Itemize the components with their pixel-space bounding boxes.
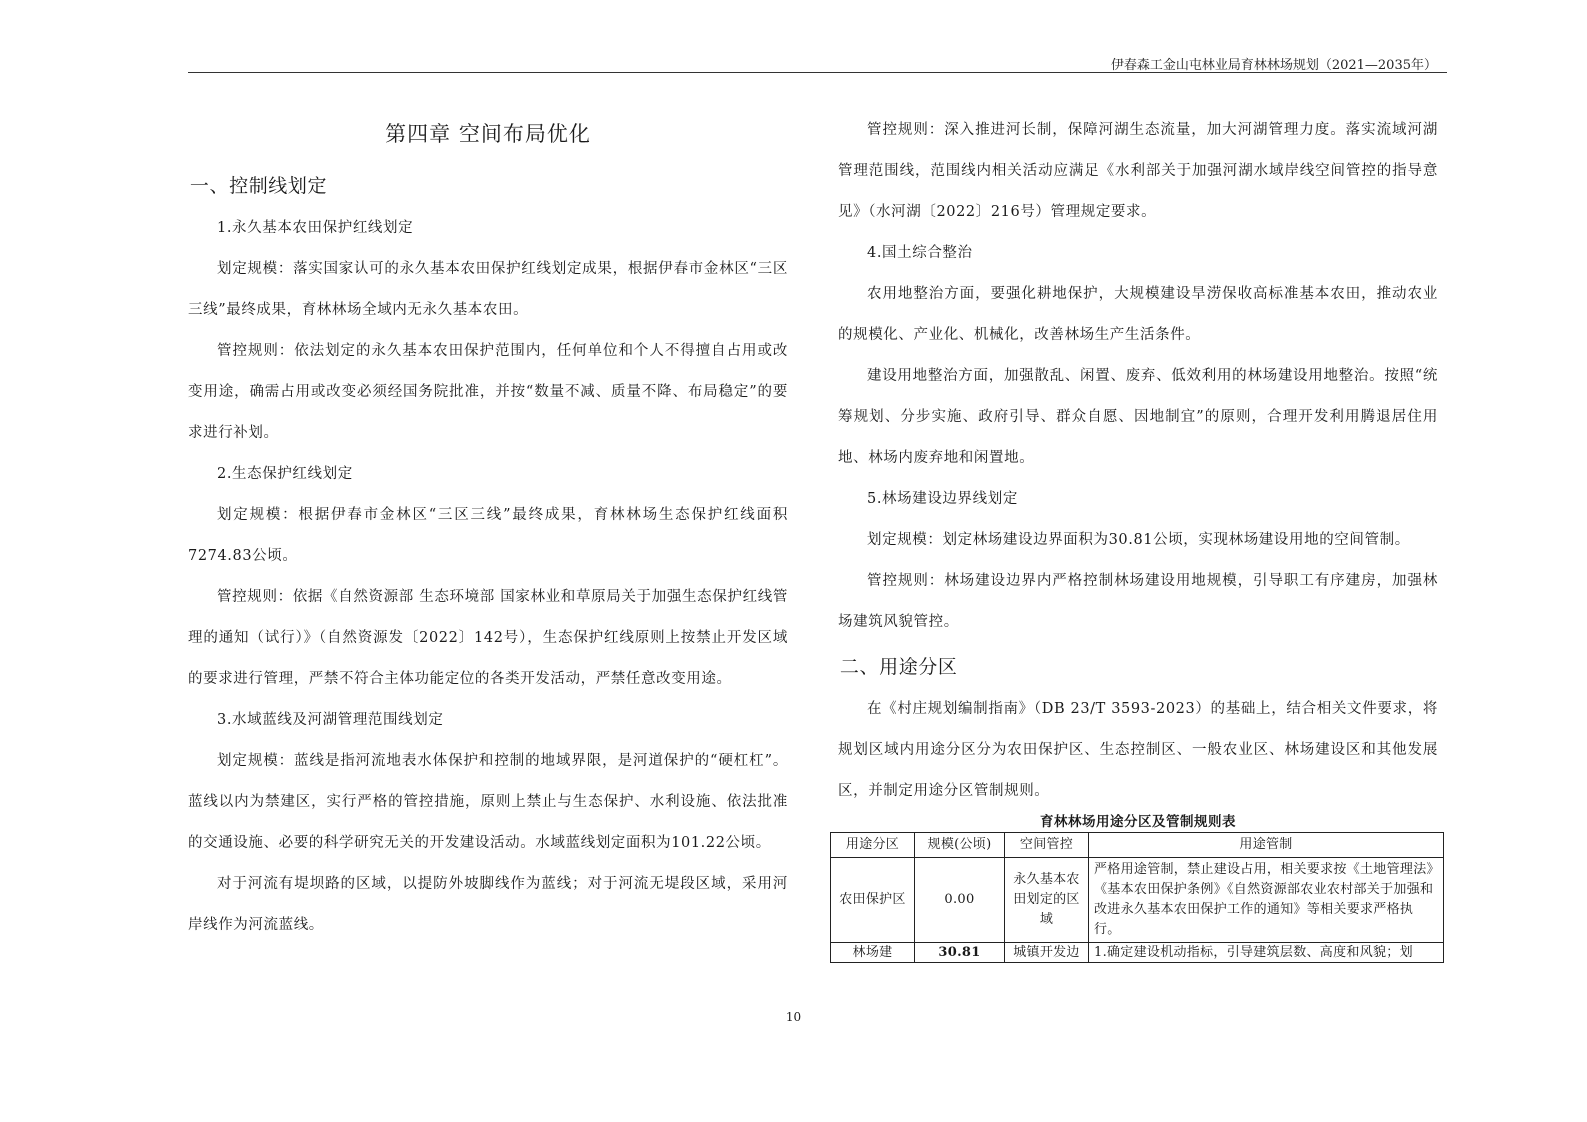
chapter-title: 第四章 空间布局优化 (385, 122, 591, 146)
table-header-cell: 用途分区 (831, 833, 915, 858)
table-cell: 0.00 (915, 858, 1005, 943)
paragraph: 划定规模：根据伊春市金林区“三区三线”最终成果，育林林场生态保护红线面积7274.83公顷。 (188, 507, 788, 564)
subheading-land-consolidation: 4.国土综合整治 (867, 245, 973, 261)
subheading-ecology-redline: 2.生态保护红线划定 (217, 466, 353, 482)
paragraph: 划定规模：落实国家认可的永久基本农田保护红线划定成果，根据伊春市金林区“三区三线”最终成果，育林林场全域内无永久基本农田。 (188, 261, 788, 318)
subheading-forest-farm-boundary: 5.林场建设边界线划定 (867, 491, 1018, 507)
right-column (838, 110, 1438, 963)
paragraph: 划定规模：蓝线是指河流地表水体保护和控制的地域界限，是河道保护的“硬杠杠”。蓝线以内为禁建区，实行严格的管控措施，原则上禁止与生态保护、水利设施、依法批准的交通设施、必要的科学研究无关的开发建设活动。水域蓝线划定面积为101.22公顷。 (188, 753, 788, 851)
section-heading-use-zoning: 二、用途分区 (839, 656, 958, 678)
paragraph: 管控规则：依法划定的永久基本农田保护范围内，任何单位和个人不得擅自占用或改变用途，确需占用或改变必须经国务院批准，并按“数量不减、质量不降、布局稳定”的要求进行补划。 (188, 343, 788, 441)
paragraph: 在《村庄规划编制指南》（DB 23/T 3593-2023）的基础上，结合相关文件要求，将规划区域内用途分区分为农田保护区、生态控制区、一般农业区、林场建设区和其他发展区，并制定用途分区管制规则。 (838, 701, 1438, 799)
subheading-farmland-redline: 1.永久基本农田保护红线划定 (217, 220, 414, 236)
table-cell: 严格用途管制，禁止建设占用，相关要求按《土地管理法》《基本农田保护条例》《自然资源部农业农村部关于加强和改进永久基本农田保护工作的通知》等相关要求严格执行。 (1089, 858, 1444, 943)
header-rule (188, 72, 1447, 73)
paragraph: 管控规则：依据《自然资源部 生态环境部 国家林业和草原局关于加强生态保护红线管理的通知（试行）》（自然资源发〔2022〕142号），生态保护红线原则上按禁止开发区域的要求进行管理，严禁不符合主体功能定位的各类开发活动，严禁任意改变用途。 (188, 589, 788, 687)
page-number: 10 (785, 1010, 802, 1024)
table-header-row (831, 833, 1444, 858)
paragraph: 对于河流有堤坝路的区域，以提防外坡脚线作为蓝线；对于河流无堤段区域，采用河岸线作为河流蓝线。 (188, 876, 788, 933)
paragraph: 建设用地整治方面，加强散乱、闲置、废弃、低效利用的林场建设用地整治。按照“统筹规划、分步实施、政府引导、群众自愿、因地制宜”的原则，合理开发利用腾退居住用地、林场内废弃地和闲置地。 (838, 368, 1438, 466)
table-header-cell: 规模(公顷) (915, 833, 1005, 858)
left-column (188, 110, 788, 946)
section-heading-control-lines: 一、控制线划定 (189, 175, 328, 197)
paragraph: 农用地整治方面，要强化耕地保护，大规模建设旱涝保收高标准基本农田，推动农业的规模化、产业化、机械化，改善林场生产生活条件。 (838, 286, 1438, 343)
table-row (831, 943, 1444, 963)
table-header-cell: 用途管制 (1089, 833, 1444, 858)
table-cell: 1.确定建设机动指标，引导建筑层数、高度和风貌；划 (1089, 943, 1444, 963)
table-cell: 城镇开发边 (1005, 943, 1089, 963)
running-header: 伊春森工金山屯林业局育林林场规划（2021—2035年） (1110, 58, 1437, 73)
table-cell: 农田保护区 (831, 858, 915, 943)
table-header-cell: 空间管控 (1005, 833, 1089, 858)
table-title: 育林林场用途分区及管制规则表 (1040, 814, 1236, 830)
table-cell: 林场建 (831, 943, 915, 963)
zoning-rules-table (830, 832, 1444, 963)
table-cell: 30.81 (915, 943, 1005, 963)
table-cell: 永久基本农田划定的区域 (1005, 858, 1089, 943)
paragraph: 管控规则：深入推进河长制，保障河湖生态流量，加大河湖管理力度。落实流域河湖管理范围线，范围线内相关活动应满足《水利部关于加强河湖水域岸线空间管控的指导意见》（水河湖〔2022〕216号）管理规定要求。 (838, 122, 1438, 220)
paragraph: 管控规则：林场建设边界内严格控制林场建设用地规模，引导职工有序建房，加强林场建筑风貌管控。 (838, 573, 1438, 630)
paragraph: 划定规模：划定林场建设边界面积为30.81公顷，实现林场建设用地的空间管制。 (867, 532, 1410, 548)
subheading-blue-line: 3.水域蓝线及河湖管理范围线划定 (217, 712, 444, 728)
table-row (831, 858, 1444, 943)
